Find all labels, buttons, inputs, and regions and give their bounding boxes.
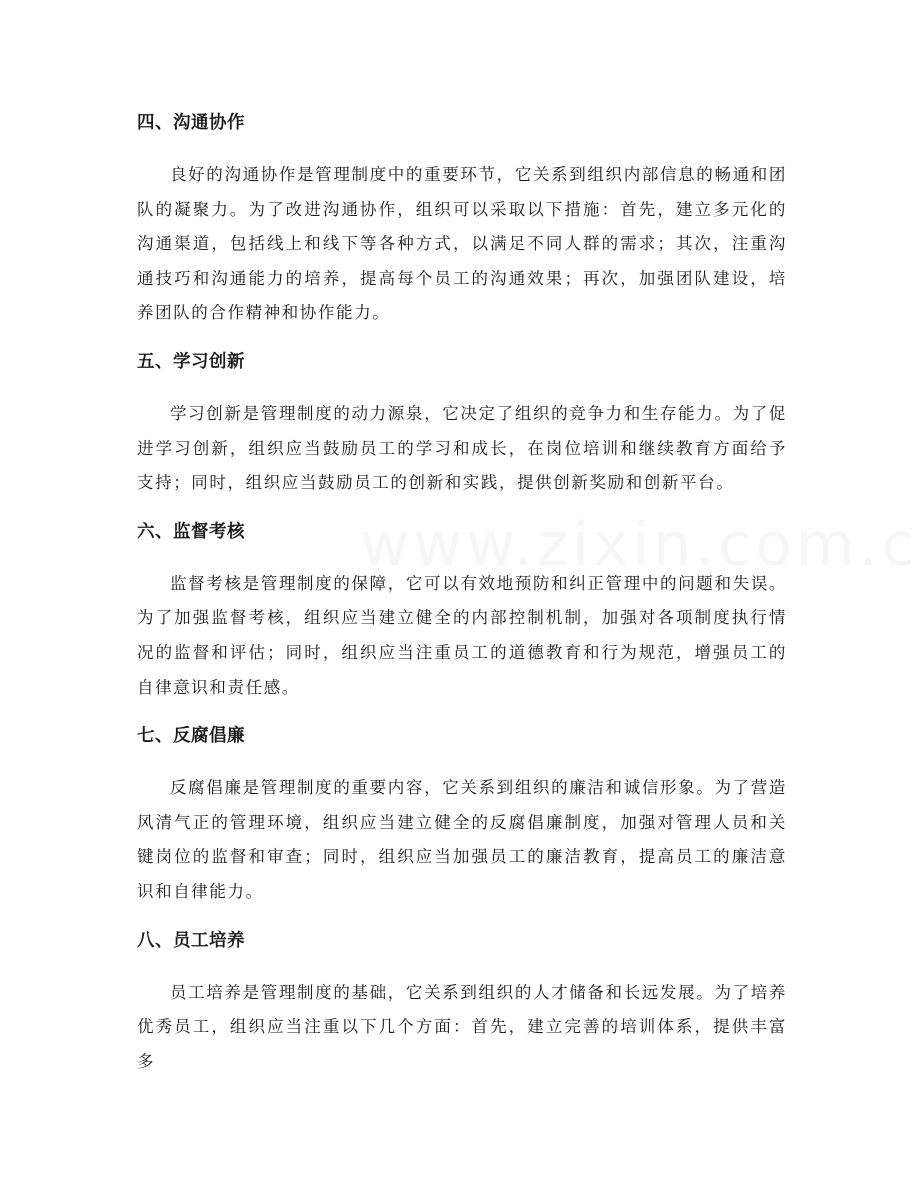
section-staff-training: [137, 926, 787, 1080]
section-heading: 六、监督考核: [137, 521, 245, 542]
document-content: [137, 108, 787, 1095]
section-heading: 七、反腐倡廉: [137, 726, 245, 747]
section-paragraph: 学习创新是管理制度的动力源泉，它决定了组织的竞争力和生存能力。为了促进学习创新，组织应当鼓励员工的学习和成长，在岗位培训和继续教育方面给予支持；同时，组织应当鼓励员工的创新和实践，提供创新奖励和创新平台。: [137, 403, 787, 493]
section-learning-innovation: [137, 347, 787, 501]
section-heading: 八、员工培养: [137, 930, 245, 951]
section-paragraph: 监督考核是管理制度的保障，它可以有效地预防和纠正管理中的问题和失误。为了加强监督考核，组织应当建立健全的内部控制机制，加强对各项制度执行情况的监督和评估；同时，组织应当注重员工的道德教育和行为规范，增强员工的自律意识和责任感。: [137, 573, 787, 697]
section-heading: 五、学习创新: [137, 351, 245, 372]
section-anti-corruption: [137, 721, 787, 909]
section-communication: [137, 108, 787, 331]
section-supervision: [137, 517, 787, 705]
section-paragraph: 反腐倡廉是管理制度的重要内容，它关系到组织的廉洁和诚信形象。为了营造风清气正的管理环境，组织应当建立健全的反腐倡廉制度，加强对管理人员和关键岗位的监督和审查；同时，组织应当加强员工的廉洁教育，提高员工的廉洁意识和自律能力。: [137, 778, 787, 901]
section-paragraph: 良好的沟通协作是管理制度中的重要环节，它关系到组织内部信息的畅通和团队的凝聚力。为了改进沟通协作，组织可以采取以下措施：首先，建立多元化的沟通渠道，包括线上和线下等各种方式，以满足不同人群的需求；其次，注重沟通技巧和沟通能力的培养，提高每个员工的沟通效果；再次，加强团队建设，培养团队的合作精神和协作能力。: [137, 165, 787, 323]
section-paragraph: 员工培养是管理制度的基础，它关系到组织的人才储备和长远发展。为了培养优秀员工，组织应当注重以下几个方面：首先，建立完善的培训体系，提供丰富多: [137, 982, 787, 1071]
section-heading: 四、沟通协作: [137, 113, 245, 133]
